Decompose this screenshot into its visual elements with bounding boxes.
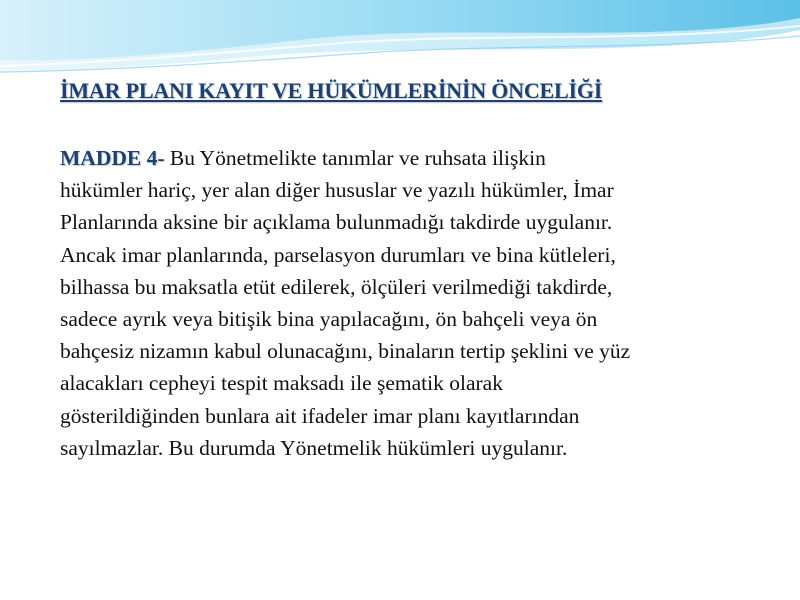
- body-line-6: sadece ayrık veya bitişik bina yapılacağını, ön bahçeli veya ön: [60, 307, 598, 332]
- slide-body: [60, 142, 780, 464]
- body-line-7: bahçesiz nizamın kabul olunacağını, binaların tertip şeklini ve yüz: [60, 339, 631, 364]
- body-line-1: [60, 142, 780, 174]
- body-line-10: sayılmazlar. Bu durumda Yönetmelik hükümleri uygulanır.: [60, 435, 568, 460]
- body-text: Bu Yönetmelikte tanımlar ve ruhsata ilişkin: [164, 146, 546, 170]
- body-line-4: Ancak imar planlarında, parselasyon durumları ve bina kütleleri,: [60, 242, 616, 267]
- body-line-3: Planlarında aksine bir açıklama bulunmadığı takdirde uygulanır.: [60, 210, 613, 235]
- body-line-8: alacakları cepheyi tespit maksadı ile şematik olarak: [60, 371, 503, 396]
- article-label: MADDE 4-: [60, 146, 165, 170]
- slide-title: İMAR PLANI KAYIT VE HÜKÜMLERİNİN ÖNCELİĞİ: [60, 78, 603, 103]
- body-line-9: gösterildiğinden bunlara ait ifadeler imar planı kayıtlarından: [60, 403, 580, 428]
- body-line-2: hükümler hariç, yer alan diğer hususlar ve yazılı hükümler, İmar: [60, 178, 614, 203]
- header-wave-decoration: [0, 0, 800, 80]
- body-line-5: bilhassa bu maksatla etüt edilerek, ölçüleri verilmediği takdirde,: [60, 274, 613, 299]
